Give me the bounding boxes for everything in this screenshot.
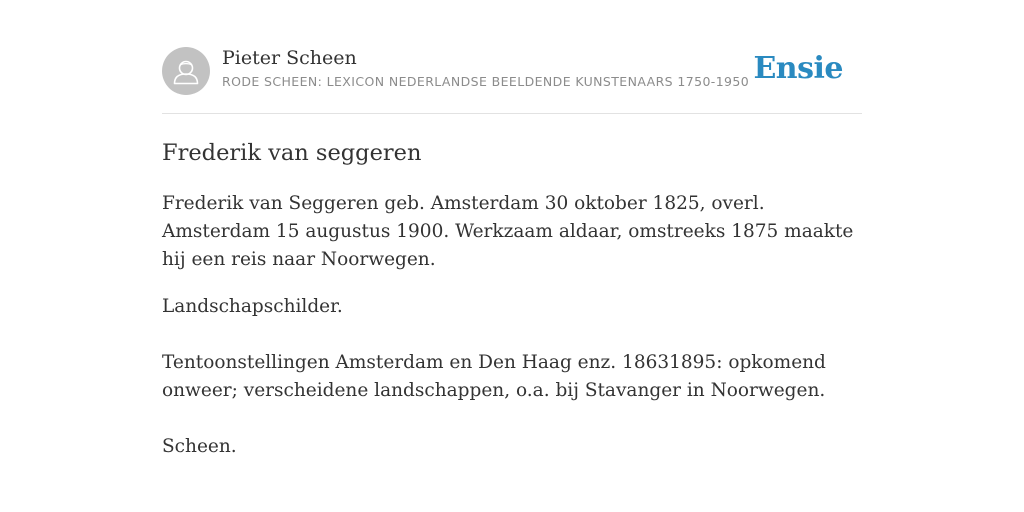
article-header: [162, 46, 862, 96]
article-paragraph: Landschapschilder.: [162, 296, 343, 317]
article-paragraph: Frederik van Seggeren geb. Amsterdam 30 oktober 1825, overl. Amsterdam 15 augustus 1900. Werkzaam aldaar, omstreeks 1875 maakte hij een reis naar Noorwegen.: [162, 193, 854, 270]
ensie-logo[interactable]: Ensie: [753, 51, 843, 86]
article-title: Frederik van seggeren: [162, 140, 422, 166]
article-paragraph: Scheen.: [162, 436, 237, 457]
author-avatar[interactable]: [162, 47, 210, 95]
author-name[interactable]: Pieter Scheen: [222, 47, 357, 69]
header-divider: [162, 113, 862, 114]
article-paragraph: Tentoonstellingen Amsterdam en Den Haag enz. 18631895: opkomend onweer; verscheidene landschappen, o.a. bij Stavanger in Noorwegen.: [162, 352, 826, 401]
user-silhouette-icon: [162, 47, 210, 95]
source-title[interactable]: RODE SCHEEN: LEXICON NEDERLANDSE BEELDENDE KUNSTENAARS 1750-1950: [222, 74, 750, 89]
